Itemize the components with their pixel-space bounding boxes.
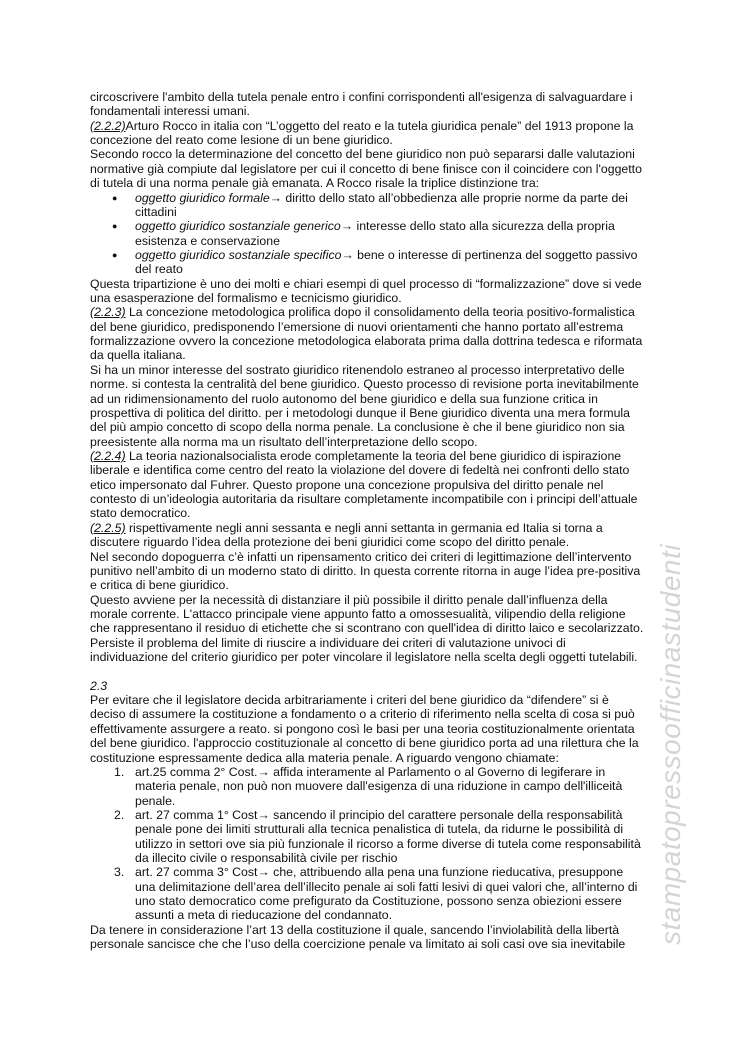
section-number: (2.2.2) <box>90 118 126 133</box>
text-run: norme. si contesta la centralità del bene giuridico. Questo processo di revisione porta inevitabilmente <box>90 377 639 392</box>
text-run: → interesse dello stato alla sicurezza della propria <box>340 219 615 234</box>
text-line <box>90 923 690 937</box>
text-line <box>90 880 690 894</box>
text-run: esistenza e conservazione <box>135 233 280 248</box>
text-run: fondamentali interessi umani. <box>90 104 250 119</box>
text-run: da quella italiana. <box>90 348 186 363</box>
emphasis-text: oggetto giuridico sostanziale specifico <box>135 247 342 262</box>
text-line <box>90 578 690 592</box>
watermark: stampatopressoofficinastudenti <box>655 544 686 945</box>
text-run: utilizzo in settori ove sia più funzionale il ricorso a forme diverse di tutela come responsabilità <box>135 836 641 851</box>
text-run: uno stato democratico come prefigurato da Costituzione, possono senza obiezioni essere <box>135 894 622 909</box>
text-run: Nel secondo dopoguerra c’è infatti un ripensamento critico dei criteri di legittimazione dell’intervento <box>90 549 632 564</box>
text-run: che rappresentano il residuo di etichette che si scontrano con quell'idea di diritto laico e secolarizzato. <box>90 621 644 636</box>
text-line <box>90 636 690 650</box>
text-line <box>90 363 690 377</box>
text-line <box>90 607 690 621</box>
text-run: prospettiva di politica del diritto. per i metodologi dunque il Bene giuridico diventa una mera formula <box>90 405 631 420</box>
text-line <box>90 722 690 736</box>
text-line <box>90 894 690 908</box>
text-line <box>90 262 690 276</box>
bullet-marker: ● <box>112 221 118 232</box>
text-run: art. 27 comma 1° Cost→ sancendo il principio del carattere personale della responsabilità <box>135 807 623 822</box>
text-run: Questa tripartizione è uno dei molti e chiari esempi di quel processo di “formalizzazione” dove si vede <box>90 276 642 291</box>
text-run: circoscrivere l'ambito della tutela penale entro i confini corrispondenti all'esigenza di salvaguardare i <box>90 90 633 104</box>
text-run: da illecito civile o responsabilità civile per rischio <box>135 851 398 866</box>
list-number: 2. <box>114 807 125 822</box>
section-number: (2.2.3) <box>90 305 126 320</box>
text-line <box>90 908 690 922</box>
emphasis-text: 2.3 <box>90 678 108 693</box>
text-line <box>90 535 690 549</box>
text-line <box>90 420 690 434</box>
text-run: una esasperazione del formalismo e tecnicismo giuridico. <box>90 291 402 306</box>
text-line <box>90 707 690 721</box>
text-line <box>90 147 690 161</box>
text-line <box>90 277 690 291</box>
text-line <box>90 176 690 190</box>
text-line <box>90 751 690 765</box>
text-run: art. 27 comma 3° Cost→ che, attribuendo alla pena una funzione rieducativa, presuppone <box>135 865 624 880</box>
text-run: assunti a meta di rieducazione del condannato. <box>135 908 393 923</box>
numbered-item-line <box>90 865 690 879</box>
text-line <box>90 822 690 836</box>
text-run: La teoria nazionalsocialista erode completamente la teoria del bene giuridico di ispirazione <box>125 448 622 463</box>
text-line <box>90 234 690 248</box>
text-line <box>90 348 690 362</box>
text-line <box>90 837 690 851</box>
text-line <box>90 449 690 463</box>
text-run: personale sancisce che che l’uso della coercizione penale va limitato ai soli casi ove sia inevitabile <box>90 937 626 952</box>
section-number: (2.2.4) <box>90 448 126 463</box>
text-run: art.25 comma 2° Cost.→ affida interamente al Parlamento o al Governo di legiferare in <box>135 764 606 779</box>
text-line <box>90 736 690 750</box>
text-line <box>90 521 690 535</box>
list-number: 3. <box>114 865 125 880</box>
text-line <box>90 650 690 664</box>
text-line <box>90 851 690 865</box>
text-line <box>90 463 690 477</box>
text-line <box>90 90 690 104</box>
text-line <box>90 334 690 348</box>
text-line <box>90 320 690 334</box>
bullet-item-line <box>90 219 690 233</box>
text-run: Questo avviene per la necessità di distanziare il più possibile il diritto penale dall’influenza della <box>90 592 608 607</box>
text-run: discutere riguardo l’idea della protezione dei beni giuridici come scopo del diritto penale. <box>90 535 570 550</box>
bullet-marker: ● <box>112 192 118 203</box>
emphasis-text: oggetto giuridico sostanziale generico <box>135 219 341 234</box>
text-run: punitivo nell’ambito di un moderno stato di diritto. In questa corrente ritorna in auge l’idea pre-positiva <box>90 563 641 578</box>
text-run: liberale e identifica come centro del reato la violazione del dovere di fedeltà nei confronti dello stato <box>90 463 630 478</box>
text-run: del reato <box>135 262 183 277</box>
text-line <box>90 305 690 319</box>
text-run: Si ha un minor interesse del sostrato giuridico ritenendolo estraneo al processo interpretativo delle <box>90 362 625 377</box>
text-run: Arturo Rocco in italia con “L’oggetto del reato e la tutela giuridica penale” del 1913 propone la <box>125 118 634 133</box>
text-line <box>90 550 690 564</box>
text-run: deciso di assumere la costituzione a fondamento o a criterio di riferimento nella scelta di cosa si può <box>90 707 635 722</box>
text-run: contesto di un’ideologia autoritaria da risultare completamente incompatibile con i principi dell’attuale <box>90 492 638 507</box>
text-run: Per evitare che il legislatore decida arbitrariamente i criteri del bene giuridico da “difendere” si è <box>90 693 609 708</box>
text-run: concezione del reato come lesione di un bene giuridico. <box>90 133 393 148</box>
document-page <box>90 90 690 952</box>
text-line <box>90 794 690 808</box>
text-line <box>90 693 690 707</box>
numbered-item-line <box>90 765 690 779</box>
text-line <box>90 162 690 176</box>
text-run: rispettivamente negli anni sessanta e negli anni settanta in germania ed Italia si torna a <box>125 520 603 535</box>
numbered-item-line <box>90 808 690 822</box>
text-run: Persiste il problema del limite di riuscire a individuare dei criteri di valutazione univoci di <box>90 635 566 650</box>
text-run: ad un ridimensionamento del ruolo autonomo del bene giuridico e della sua funzione critica in <box>90 391 598 406</box>
list-number: 1. <box>114 764 125 779</box>
text-line <box>90 593 690 607</box>
text-run: etico impersonato dal Fuhrer. Questo propone una concezione propulsiva del diritto penale nel <box>90 477 604 492</box>
text-run: normative già compiute dal legislatore per cui il concetto di bene finisce con il coincidere con l'oggetto <box>90 161 642 176</box>
text-line <box>90 392 690 406</box>
text-line <box>90 478 690 492</box>
text-run: effettivamente assurgere a reato. si pongono così le basi per una teoria costituzionalmente orientata <box>90 721 635 736</box>
text-run: del più ampio concetto di scopo della norma penale. La conclusione è che il bene giuridico non sia <box>90 420 625 435</box>
text-line <box>90 406 690 420</box>
text-line <box>90 664 690 678</box>
text-run: preesistente alla norma ma un risultato dell’interpretazione dello scopo. <box>90 434 478 449</box>
text-line <box>90 205 690 219</box>
emphasis-text: oggetto giuridico formale <box>135 190 270 205</box>
text-run: e critica di bene giuridico. <box>90 578 229 593</box>
text-line <box>90 492 690 506</box>
text-run: formalizzazione ovvero la concezione metodologica elaborata prima dalla dottrina tedesca e riformata <box>90 334 643 349</box>
text-run: → bene o interesse di pertinenza del soggetto passivo <box>341 247 638 262</box>
text-line <box>90 291 690 305</box>
text-line <box>90 937 690 951</box>
text-line <box>90 621 690 635</box>
text-run: del bene giuridico, predisponendo l’emersione di nuovi orientamenti che hanno portato all’estrema <box>90 319 624 334</box>
text-run: Secondo rocco la determinazione del concetto del bene giuridico non può separarsi dalle valutazioni <box>90 147 635 162</box>
text-run: del bene giuridico. l'approccio costituzionale al concetto di bene giuridico porta ad una rilettura che la <box>90 736 639 751</box>
text-line <box>90 506 690 520</box>
text-run: penale. <box>135 793 176 808</box>
text-run: penale pone dei limiti strutturali alla tecnica penalistica di tutela, da ridurne le possibilità di <box>135 822 624 837</box>
text-run: morale corrente. L'attacco principale viene appunto fatto a omossesualità, vilipendio della religione <box>90 606 626 621</box>
text-line <box>90 564 690 578</box>
text-run: La concezione metodologica prolifica dopo il consolidamento della teoria positivo-formalistica <box>125 305 635 320</box>
bullet-item-line <box>90 191 690 205</box>
section-number: (2.2.5) <box>90 520 126 535</box>
text-line <box>90 377 690 391</box>
bullet-item-line <box>90 248 690 262</box>
text-run: individuazione del criterio giuridico per poter vincolare il legislatore nella scelta degli oggetti tutelabili. <box>90 650 638 665</box>
text-line <box>90 133 690 147</box>
text-line <box>90 435 690 449</box>
text-run: una delimitazione dell’area dell’illecito penale ai soli fatti lesivi di quei valori che, all’interno di <box>135 879 638 894</box>
text-line <box>90 104 690 118</box>
text-run: materia penale, non può non muovere dall'esigenza di una riduzione in campo dell'illiceità <box>135 779 623 794</box>
text-run: costituzione espressamente dedica alla materia penale. A riguardo vengono chiamate: <box>90 750 559 765</box>
text-line <box>90 119 690 133</box>
text-run: → diritto dello stato all’obbedienza alle proprie norme da parte dei <box>269 190 628 205</box>
text-run: Da tenere in considerazione l’art 13 della costituzione il quale, sancendo l’inviolabilità della libertà <box>90 922 620 937</box>
text-run: cittadini <box>135 204 177 219</box>
text-line <box>90 779 690 793</box>
text-line <box>90 679 690 693</box>
text-run: di tutela di una norma penale già emanata. A Rocco risale la triplice distinzione tra: <box>90 176 540 191</box>
text-run: stato democratico. <box>90 506 191 521</box>
bullet-marker: ● <box>112 249 118 260</box>
